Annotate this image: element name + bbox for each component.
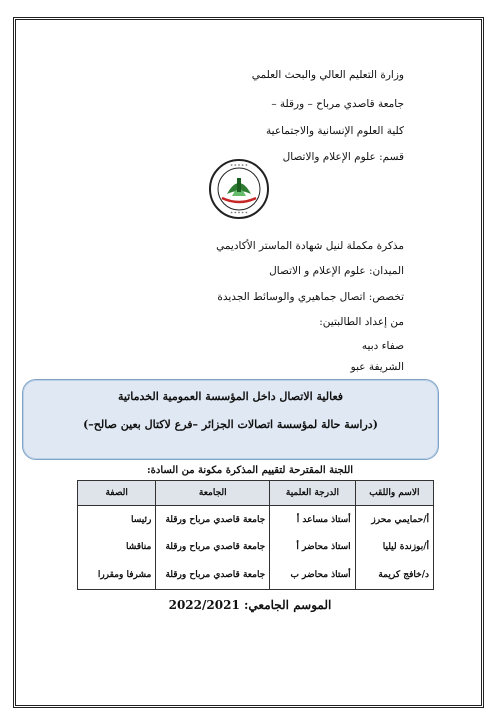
university-line: جامعة قاصدي مرباح – ورقلة – — [271, 98, 404, 110]
student-1: صفاء دبيه — [361, 340, 404, 352]
jury-university: جامعة قاصدي مرباح ورقلة — [156, 561, 270, 589]
memo-line: مذكرة مكملة لنيل شهادة الماستر الأكاديمي — [216, 240, 404, 252]
committee-intro: اللجنة المقترحة لتقييم المذكرة مكونة من السادة: — [146, 465, 354, 476]
jury-header-row — [78, 481, 434, 506]
jury-table — [77, 480, 434, 590]
jury-role: مشرفا ومقررا — [78, 561, 156, 589]
academic-season: الموسم الجامعي: 2022/2021 — [168, 598, 332, 612]
student-2: الشريفة عبو — [350, 361, 404, 373]
jury-role: مناقشا — [78, 534, 156, 562]
ministry-line: وزارة التعليم العالي والبحث العلمي — [251, 69, 404, 81]
jury-name: د/خافج كريمة — [355, 561, 433, 589]
col-university-header: الجامعة — [156, 481, 270, 506]
department-line: قسم: علوم الإعلام والاتصال — [282, 151, 404, 163]
jury-university: جامعة قاصدي مرباح ورقلة — [156, 506, 270, 534]
svg-text:* * * * *: * * * * * — [230, 212, 248, 217]
table-row — [78, 506, 434, 534]
table-row — [78, 534, 434, 562]
field-line: الميدان: علوم الإعلام و الاتصال — [269, 265, 404, 277]
svg-text:* * * * *: * * * * * — [230, 164, 248, 170]
jury-university: جامعة قاصدي مرباح ورقلة — [156, 534, 270, 562]
jury-rank: أستاذ مساعد أ — [270, 506, 355, 534]
table-row — [78, 561, 434, 589]
jury-role: رئيسا — [78, 506, 156, 534]
university-seal-icon — [208, 158, 270, 220]
jury-name: أ/حمايمي محرز — [355, 506, 433, 534]
col-rank-header: الدرجة العلمية — [270, 481, 355, 506]
jury-rank: استاذ محاضر أ — [270, 534, 355, 562]
prepared-by-line: من إعداد الطالبتين: — [319, 316, 404, 328]
jury-name: أ/بوزندة ليليا — [355, 534, 433, 562]
specialty-line: تخصص: اتصال جماهيري والوسائط الجديدة — [217, 291, 404, 303]
col-name-header: الاسم واللقب — [355, 481, 433, 506]
col-role-header: الصفة — [78, 481, 156, 506]
memo-case-study: (دراسة حالة لمؤسسة اتصالات الجزائر –فرع لاكتال بعين صالح–) — [83, 418, 378, 431]
jury-rank: أستاذ محاضر ب — [270, 561, 355, 589]
memo-title-box — [22, 379, 439, 460]
faculty-line: كلية العلوم الإنسانية والاجتماعية — [266, 125, 404, 137]
memo-title: فعالية الاتصال داخل المؤسسة العمومية الخدماتية — [117, 390, 344, 403]
